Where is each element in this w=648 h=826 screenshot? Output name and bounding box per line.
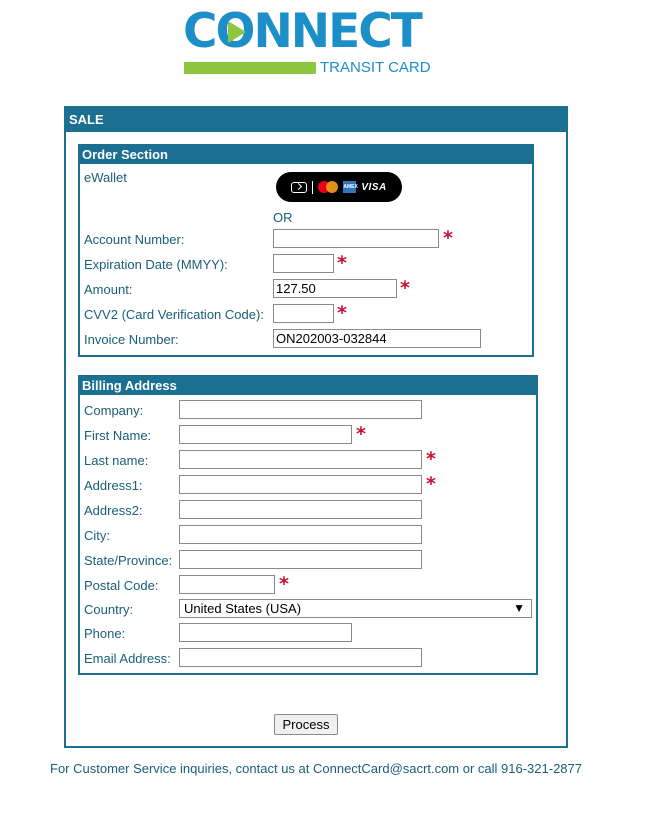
phone-input[interactable] [179, 623, 352, 642]
country-selected-value: United States (USA) [184, 601, 302, 616]
sale-panel-title: SALE [66, 108, 566, 132]
address2-input[interactable] [179, 500, 422, 519]
play-icon [228, 21, 246, 43]
billing-address-title: Billing Address [80, 377, 536, 395]
email-address-input[interactable] [179, 648, 422, 667]
customer-service-footer: For Customer Service inquiries, contact us at ConnectCard@sacrt.com or call 916-321-2877 [50, 761, 582, 776]
state-province-label: State/Province: [84, 553, 173, 568]
required-marker: * [443, 227, 453, 249]
or-text: OR [273, 210, 293, 225]
first-name-input[interactable] [179, 425, 352, 444]
last-name-label: Last name: [84, 453, 149, 468]
account-number-input[interactable] [273, 229, 439, 248]
phone-label: Phone: [84, 626, 126, 641]
required-marker: * [426, 448, 436, 470]
wallet-separator [312, 181, 313, 194]
logo-subtitle: TRANSIT CARD [320, 59, 431, 76]
mastercard-icon [318, 181, 338, 193]
dropdown-arrow-icon: ▼ [513, 601, 525, 615]
billing-address-section [78, 375, 538, 675]
cvv2-input[interactable] [273, 304, 334, 323]
company-input[interactable] [179, 400, 422, 419]
company-label: Company: [84, 403, 144, 418]
account-number-label: Account Number: [84, 232, 185, 247]
required-marker: * [356, 423, 366, 445]
amount-label: Amount: [84, 282, 133, 297]
logo-green-bar [184, 62, 316, 74]
order-section [78, 144, 534, 357]
required-marker: * [426, 473, 436, 495]
city-input[interactable] [179, 525, 422, 544]
postal-code-input[interactable] [179, 575, 275, 594]
invoice-number-label: Invoice Number: [84, 332, 179, 347]
required-marker: * [400, 277, 410, 299]
expiration-date-label: Expiration Date (MMYY): [84, 257, 228, 272]
invoice-number-input[interactable] [273, 329, 481, 348]
address1-label: Address1: [84, 478, 143, 493]
first-name-label: First Name: [84, 428, 152, 443]
required-marker: * [337, 302, 347, 324]
cvv2-label: CVV2 (Card Verification Code): [84, 307, 264, 322]
ewallet-label: eWallet [84, 170, 127, 185]
visa-icon: VISA [361, 181, 387, 193]
amount-input[interactable] [273, 279, 397, 298]
ewallet-button[interactable] [276, 172, 402, 202]
city-label: City: [84, 528, 110, 543]
required-marker: * [279, 573, 289, 595]
country-label: Country: [84, 602, 134, 617]
amex-icon: AMEX [343, 181, 356, 193]
expiration-date-input[interactable] [273, 254, 334, 273]
connect-transit-card-logo [183, 4, 453, 80]
process-button[interactable]: Process [274, 714, 338, 735]
sale-panel [64, 106, 568, 748]
required-marker: * [337, 252, 347, 274]
logo-wordmark: CO NNECT [183, 4, 421, 59]
country-select[interactable] [179, 599, 532, 618]
order-section-title: Order Section [80, 146, 532, 164]
email-address-label: Email Address: [84, 651, 171, 666]
address2-label: Address2: [84, 503, 143, 518]
contactless-icon [291, 182, 307, 193]
last-name-input[interactable] [179, 450, 422, 469]
postal-code-label: Postal Code: [84, 578, 159, 593]
state-province-input[interactable] [179, 550, 422, 569]
address1-input[interactable] [179, 475, 422, 494]
